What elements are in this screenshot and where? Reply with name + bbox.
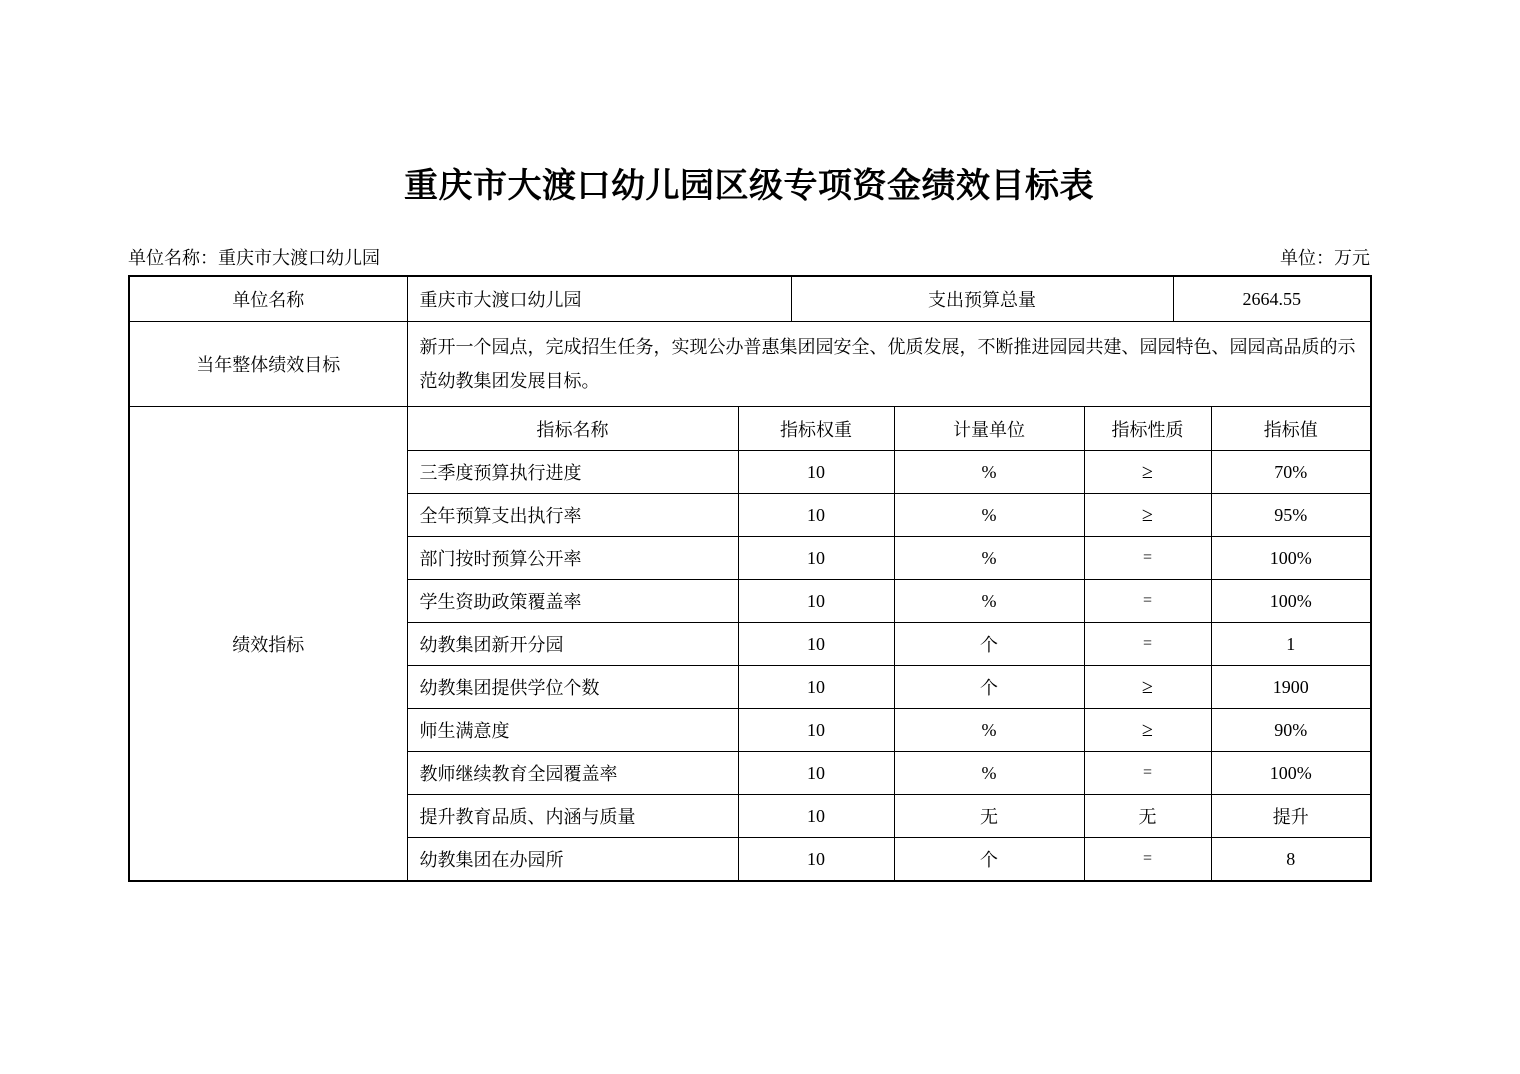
measure-unit-cell: 个	[894, 623, 1084, 666]
indicator-weight-cell: 10	[738, 709, 894, 752]
indicator-value-cell: 1	[1211, 623, 1371, 666]
indicator-section-label-cell: 绩效指标	[129, 407, 407, 882]
indicator-weight-cell: 10	[738, 537, 894, 580]
measure-unit-cell: %	[894, 451, 1084, 494]
measure-unit-cell: %	[894, 537, 1084, 580]
unit-row	[129, 276, 1371, 322]
indicator-name-cell: 学生资助政策覆盖率	[407, 580, 738, 623]
header-indicator-weight: 指标权重	[738, 407, 894, 451]
indicator-value-cell: 100%	[1211, 580, 1371, 623]
measure-unit-cell: %	[894, 580, 1084, 623]
indicator-nature-cell: 无	[1084, 795, 1211, 838]
measure-unit-cell: 个	[894, 838, 1084, 882]
page-title: 重庆市大渡口幼儿园区级专项资金绩效目标表	[404, 168, 1094, 205]
indicator-name-cell: 提升教育品质、内涵与质量	[407, 795, 738, 838]
header-indicator-value: 指标值	[1211, 407, 1371, 451]
measure-unit-cell: %	[894, 752, 1084, 795]
indicator-weight-cell: 10	[738, 666, 894, 709]
indicator-weight-cell: 10	[738, 623, 894, 666]
meta-unit-name: 单位名称：重庆市大渡口幼儿园	[128, 248, 380, 268]
indicator-nature-cell: ≥	[1084, 666, 1211, 709]
indicator-weight-cell: 10	[738, 838, 894, 882]
indicator-value-cell: 1900	[1211, 666, 1371, 709]
indicator-value-cell: 100%	[1211, 752, 1371, 795]
indicator-name-cell: 全年预算支出执行率	[407, 494, 738, 537]
indicator-name-cell: 幼教集团提供学位个数	[407, 666, 738, 709]
indicator-value-cell: 90%	[1211, 709, 1371, 752]
indicator-name-cell: 师生满意度	[407, 709, 738, 752]
indicator-nature-cell: ≥	[1084, 709, 1211, 752]
document-page	[128, 0, 1370, 882]
measure-unit-cell: 个	[894, 666, 1084, 709]
indicator-value-cell: 提升	[1211, 795, 1371, 838]
indicator-nature-cell: =	[1084, 838, 1211, 882]
indicator-nature-cell: ≥	[1084, 494, 1211, 537]
indicator-nature-cell: =	[1084, 537, 1211, 580]
indicator-nature-cell: ≥	[1084, 451, 1211, 494]
indicator-nature-cell: =	[1084, 580, 1211, 623]
indicator-value-cell: 95%	[1211, 494, 1371, 537]
meta-currency-unit: 单位：万元	[1280, 248, 1370, 268]
indicator-weight-cell: 10	[738, 795, 894, 838]
indicator-value-cell: 70%	[1211, 451, 1371, 494]
indicator-value-cell: 8	[1211, 838, 1371, 882]
indicator-name-cell: 幼教集团在办园所	[407, 838, 738, 882]
performance-target-table	[128, 275, 1372, 882]
header-measure-unit: 计量单位	[894, 407, 1084, 451]
measure-unit-cell: %	[894, 709, 1084, 752]
indicator-weight-cell: 10	[738, 494, 894, 537]
indicator-name-cell: 部门按时预算公开率	[407, 537, 738, 580]
annual-goal-row	[129, 322, 1371, 407]
unit-name-label-cell: 单位名称	[129, 276, 407, 322]
indicator-nature-cell: =	[1084, 623, 1211, 666]
meta-row	[128, 246, 1370, 270]
indicator-value-cell: 100%	[1211, 537, 1371, 580]
header-indicator-name: 指标名称	[407, 407, 738, 451]
measure-unit-cell: %	[894, 494, 1084, 537]
indicator-name-cell: 三季度预算执行进度	[407, 451, 738, 494]
annual-goal-text-cell: 新开一个园点，完成招生任务，实现公办普惠集团园安全、优质发展，不断推进园园共建、园园特色、园园高品质的示范幼教集团发展目标。	[407, 322, 1371, 407]
indicator-nature-cell: =	[1084, 752, 1211, 795]
measure-unit-cell: 无	[894, 795, 1084, 838]
indicator-weight-cell: 10	[738, 451, 894, 494]
indicator-weight-cell: 10	[738, 752, 894, 795]
unit-name-value-cell: 重庆市大渡口幼儿园	[407, 276, 791, 322]
indicator-name-cell: 幼教集团新开分园	[407, 623, 738, 666]
budget-total-value-cell: 2664.55	[1173, 276, 1371, 322]
indicator-header-row	[129, 407, 1371, 451]
indicator-weight-cell: 10	[738, 580, 894, 623]
annual-goal-label-cell: 当年整体绩效目标	[129, 322, 407, 407]
header-indicator-nature: 指标性质	[1084, 407, 1211, 451]
indicator-name-cell: 教师继续教育全园覆盖率	[407, 752, 738, 795]
budget-total-label-cell: 支出预算总量	[791, 276, 1173, 322]
